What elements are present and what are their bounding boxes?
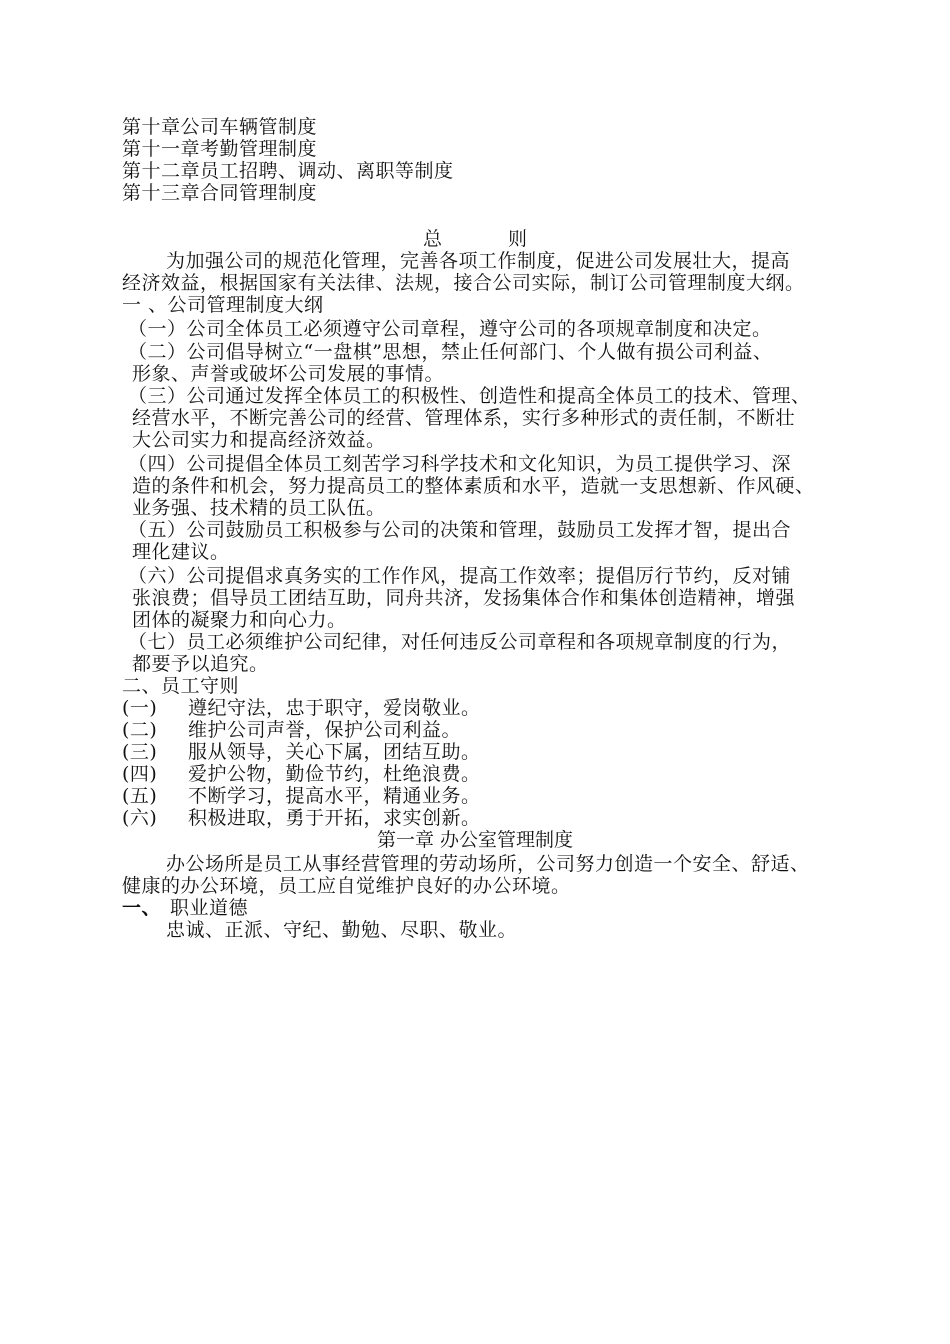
section1-line: （三）公司通过发挥全体员工的积极性、创造性和提高全体员工的技术、管理、 [128, 385, 811, 407]
section1-line: 造的条件和机会，努力提高员工的整体素质和水平，造就一支思想新、作风硬、 [132, 475, 815, 497]
rule-number: (五) [122, 785, 158, 807]
section1-heading: 一 、公司管理制度大纲 [122, 294, 324, 316]
section1-line: 都要予以追究。 [132, 653, 269, 675]
section1-line: 经营水平，不断完善公司的经营、管理体系，实行多种形式的责任制，不断壮 [132, 407, 796, 429]
rule-number: (四) [122, 763, 158, 785]
toc-item: 第十二章员工招聘、调动、离职等制度 [122, 160, 454, 182]
section1-line: 团体的凝聚力和向心力。 [132, 609, 347, 631]
section1-line: （六）公司提倡求真务实的工作作风，提高工作效率；提倡厉行节约，反对铺 [128, 565, 792, 587]
rule-text: 服从领导，关心下属，团结互助。 [188, 741, 481, 763]
section1-line: 理化建议。 [132, 541, 230, 563]
toc-item: 第十三章合同管理制度 [122, 182, 318, 204]
section1-line: 业务强、技术精的员工队伍。 [132, 497, 386, 519]
section1-line: （四）公司提倡全体员工刻苦学习科学技术和文化知识，为员工提供学习、深 [128, 453, 792, 475]
general-intro-line: 经济效益，根据国家有关法律、法规，接合公司实际，制订公司管理制度大纲。 [122, 272, 805, 294]
rule-text: 不断学习，提高水平，精通业务。 [188, 785, 481, 807]
section1-line: 大公司实力和提高经济效益。 [132, 429, 386, 451]
general-title [0, 228, 950, 250]
toc-item: 第十章公司车辆管制度 [122, 116, 318, 138]
section1-line: （一）公司全体员工必须遵守公司章程，遵守公司的各项规章制度和决定。 [128, 318, 772, 340]
rule-number: (六) [122, 807, 158, 829]
rule-text: 遵纪守法，忠于职守，爱岗敬业。 [188, 697, 481, 719]
general-title-text: 总 则 [422, 228, 558, 250]
section1-line: （二）公司倡导树立“一盘棋”思想，禁止任何部门、个人做有损公司利益、 [128, 341, 773, 363]
section1-line: （七）员工必须维护公司纪律，对任何违反公司章程和各项规章制度的行为， [128, 631, 792, 653]
section1-line: 形象、声誉或破坏公司发展的事情。 [132, 363, 445, 385]
rule-number: (一) [122, 697, 158, 719]
chapter1-subheading-number: 一、 [122, 897, 162, 919]
rule-number: (三) [122, 741, 158, 763]
chapter1-subtext: 忠诚、正派、守纪、勤勉、尽职、敬业。 [166, 919, 518, 941]
section1-line: （五）公司鼓励员工积极参与公司的决策和管理，鼓励员工发挥才智，提出合 [128, 519, 792, 541]
section2-heading: 二、员工守则 [122, 675, 240, 697]
section1-line: 张浪费；倡导员工团结互助，同舟共济，发扬集体合作和集体创造精神，增强 [132, 587, 796, 609]
rule-text: 积极进取，勇于开拓，求实创新。 [188, 807, 481, 829]
general-intro-line: 为加强公司的规范化管理，完善各项工作制度，促进公司发展壮大，提高 [166, 250, 791, 272]
chapter1-intro-line: 健康的办公环境，员工应自觉维护良好的办公环境。 [122, 875, 571, 897]
rule-number: (二) [122, 719, 158, 741]
chapter1-intro-line: 办公场所是员工从事经营管理的劳动场所，公司努力创造一个安全、舒适、 [166, 853, 810, 875]
chapter1-subheading: 职业道德 [170, 897, 249, 919]
rule-text: 维护公司声誉，保护公司利益。 [188, 719, 462, 741]
toc-item: 第十一章考勤管理制度 [122, 138, 318, 160]
chapter1-title: 第一章 办公室管理制度 [376, 829, 574, 851]
rule-text: 爱护公物，勤俭节约，杜绝浪费。 [188, 763, 481, 785]
